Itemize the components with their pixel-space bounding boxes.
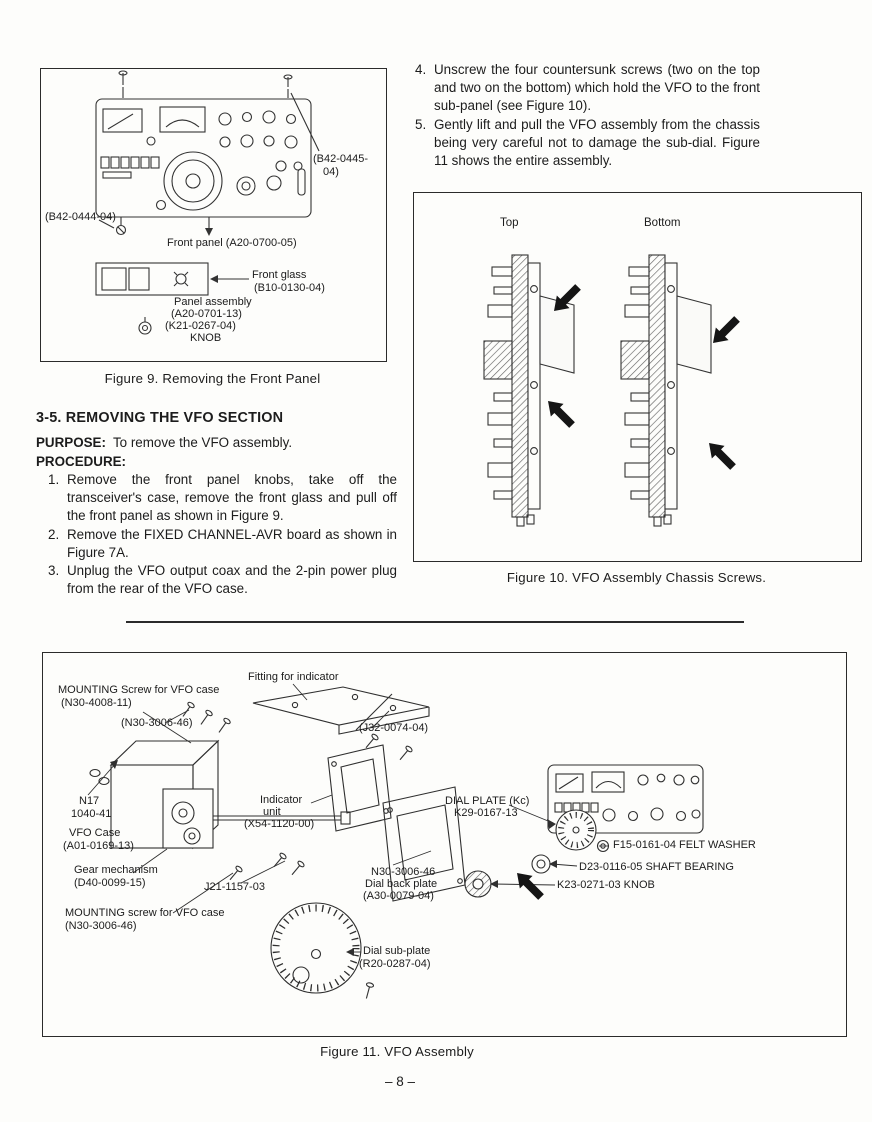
label-b42-0445	[313, 153, 368, 178]
procedure-step-1	[48, 471, 397, 526]
label-knob-part: K23-0271-03 KNOB	[557, 879, 655, 891]
label-panel-assembly-part2: (K21-0267-04)	[165, 320, 236, 332]
label-dial-sub-plate-part: (R20-0287-04)	[359, 958, 431, 970]
label-back-plate-screw: N30-3006-46	[371, 866, 436, 878]
label-front-glass: Front glass	[252, 269, 307, 281]
label-panel-assembly: Panel assembly	[174, 296, 252, 308]
figure9-box	[40, 68, 387, 362]
procedure-steps-1-3	[48, 471, 397, 598]
label-dial-plate: DIAL PLATE (Kc)	[445, 795, 530, 807]
label-n30-3006-46: (N30-3006-46)	[121, 717, 193, 729]
label-dial-plate-part: K29-0167-13	[454, 807, 518, 819]
label-j32-0074-04: (J32-0074-04)	[359, 722, 429, 734]
figure9-caption: Figure 9. Removing the Front Panel	[104, 371, 321, 386]
label-panel-assembly-part1: (A20-0701-13)	[171, 308, 242, 320]
label-mounting-screw-top: MOUNTING Screw for VFO case	[58, 684, 220, 696]
procedure-steps-4-5	[415, 61, 760, 170]
label-mounting-screw-bottom: MOUNTING screw for VFO case	[65, 907, 225, 919]
step-number: 4.	[415, 62, 427, 77]
label-gear-mechanism: Gear mechanism	[74, 864, 158, 876]
label-gear-mechanism-part: (D40-0099-15)	[74, 877, 146, 889]
procedure-step-3	[48, 562, 397, 598]
step-text: Unplug the VFO output coax and the 2-pin power plug from the rear of the VFO case.	[67, 563, 397, 597]
label-b42-0444: (B42-0444-04)	[45, 211, 116, 223]
label-dial-sub-plate: Dial sub-plate	[363, 945, 431, 957]
label-felt-washer: F15-0161-04 FELT WASHER	[613, 839, 756, 851]
label-dial-back-plate-part: (A30-0079-04)	[363, 890, 434, 902]
label-j21-1157-03: J21-1157-03	[204, 881, 265, 893]
label-dial-back-plate: Dial back plate	[365, 878, 438, 890]
step-text: Gently lift and pull the VFO assembly from the chassis being very careful not to damage the sub-dial. Figure 11 shows the entire assembly.	[434, 116, 760, 169]
figure10-drawing	[414, 193, 857, 557]
label-bottom-view: Bottom	[644, 217, 681, 229]
procedure-step-4	[415, 61, 760, 116]
procedure-step-5	[415, 116, 760, 171]
purpose-line	[36, 434, 396, 452]
procedure-step-2	[48, 526, 397, 562]
label-indicator-unit-part: (X54-1120-00)	[244, 818, 315, 830]
label-shaft-bearing: D23-0116-05 SHAFT BEARING	[579, 861, 734, 873]
section-heading: 3-5. REMOVING THE VFO SECTION	[36, 410, 284, 426]
label-vfo-case-part: (A01-0169-13)	[63, 840, 134, 852]
step-number: 2.	[48, 526, 60, 542]
figure11-box	[42, 652, 847, 1037]
label-indicator-unit: Indicator	[260, 794, 303, 806]
step-text: Remove the FIXED CHANNEL-AVR board as shown in Figure 7A.	[67, 526, 397, 560]
step-text: Remove the front panel knobs, take off the transceiver's case, remove the front glass and pull off the front panel as shown in Figure 9.	[67, 472, 397, 524]
step-number: 3.	[48, 563, 60, 579]
label-n17: N17	[79, 795, 100, 807]
label-knob: KNOB	[190, 332, 222, 344]
procedure-label: PROCEDURE:	[36, 454, 127, 469]
step-number: 1.	[48, 472, 60, 487]
page-number: – 8 –	[384, 1074, 416, 1089]
figure11-caption: Figure 11. VFO Assembly	[320, 1044, 474, 1059]
label-mounting-screw-bottom-part: (N30-3006-46)	[65, 920, 137, 932]
purpose-text: To remove the VFO assembly.	[112, 435, 293, 450]
label-fitting-indicator: Fitting for indicator	[248, 671, 339, 683]
purpose-label: PURPOSE:	[36, 435, 106, 450]
step-number: 5.	[415, 116, 427, 132]
figure10-box	[413, 192, 862, 562]
label-n17-part: 1040-41	[71, 808, 112, 820]
label-top-view: Top	[500, 217, 519, 229]
label-vfo-case: VFO Case	[69, 827, 121, 839]
label-mounting-screw-top-part: (N30-4008-11)	[61, 697, 132, 709]
label-indicator-unit-line2: unit	[263, 806, 281, 818]
step-text: Unscrew the four countersunk screws (two on the top and two on the bottom) which hold the VFO to the front sub-panel (see Figure 10).	[434, 62, 760, 114]
label-b42-0445-line2: 04)	[323, 165, 339, 178]
figure10-caption: Figure 10. VFO Assembly Chassis Screws.	[506, 570, 767, 585]
label-front-panel: Front panel (A20-0700-05)	[167, 237, 297, 249]
section-divider	[126, 621, 744, 623]
label-b42-0445-line1: (B42-0445-	[313, 153, 369, 165]
label-front-glass-part: (B10-0130-04)	[254, 282, 325, 294]
